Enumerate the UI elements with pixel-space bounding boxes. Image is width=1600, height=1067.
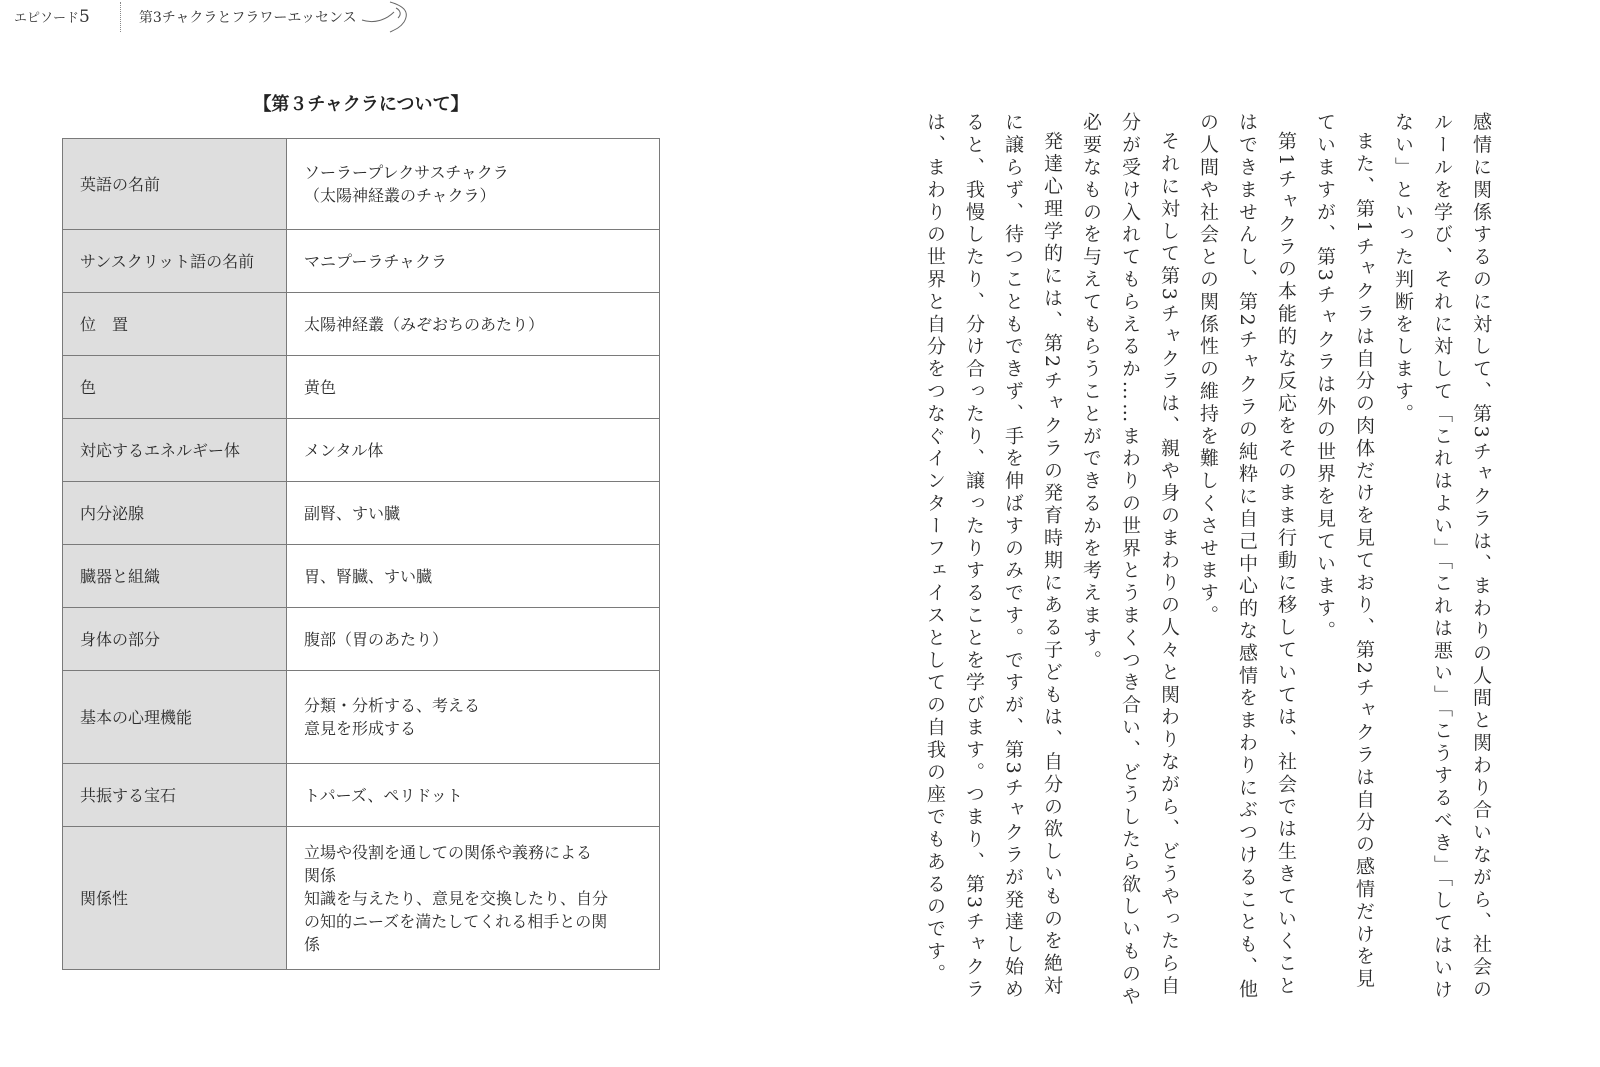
row-label: 臓器と組織 <box>63 545 287 608</box>
table-row <box>63 827 660 970</box>
row-value <box>287 139 660 230</box>
row-label: 共振する宝石 <box>63 764 287 827</box>
row-value-line: 黄色 <box>304 377 337 397</box>
chakra-info-table <box>62 138 660 970</box>
row-value-line: トパーズ、ペリドット <box>304 785 463 805</box>
row-value-line: 分類・分析する、考える <box>304 696 481 715</box>
table-row <box>63 356 660 419</box>
table-row <box>63 293 660 356</box>
row-value <box>287 230 660 293</box>
row-value-line: 立場や役割を通しての関係や義務による <box>304 842 593 862</box>
row-value-line: ソーラープレクサスチャクラ <box>304 163 509 182</box>
body-paragraph: 発達心理学的には、第2チャクラの発育時期にある子どもは、自分の欲しいものを絶対に譲らず、待つこともできず、手を伸ばすのみです。ですが、第3チャクラが発達し始めると、我慢したり、分け合ったり、譲ったりすることを学びます。つまり、第3チャクラは、まわりの世界と自分をつなぐインターフェイスとしての自我の座でもあるのです。 <box>924 112 1063 1002</box>
episode-prefix: エピソード <box>14 11 80 26</box>
body-paragraph: それに対して第3チャクラは、親や身のまわりの人々と関わりながら、どうやったら自分が受け入れてもらえるか……まわりの世界とうまくつき合い、どうしたら欲しいものや必要なものを与えてもらうことができるかを考えます。 <box>1080 112 1180 1008</box>
row-label: 身体の部分 <box>63 608 287 671</box>
table-row <box>63 608 660 671</box>
row-label: 位 置 <box>63 293 287 356</box>
row-value-line: メンタル体 <box>304 440 384 460</box>
row-value-line: マニプーラチャクラ <box>304 251 448 271</box>
body-paragraph: また、第1チャクラは自分の肉体だけを見ており、第2チャクラは自分の感情だけを見ていますが、第3チャクラは外の世界を見ています。 <box>1314 112 1375 991</box>
row-value-line: 太陽神経叢（みぞおちのあたり） <box>304 314 545 334</box>
chapter-title: 第3チャクラとフラワーエッセンス <box>138 10 357 26</box>
row-value <box>287 356 660 419</box>
floral-ornament-icon <box>360 0 420 34</box>
row-value-line: 副腎、すい臓 <box>304 503 401 523</box>
row-label: 対応するエネルギー体 <box>63 419 287 482</box>
body-paragraph: 第1チャクラの本能的な反応をそのまま行動に移していては、社会では生きていくことはできませんし、第2チャクラの純粋に自己中心的な感情をまわりにぶつけることも、他の人間や社会との関係性の維持を難しくさせます。 <box>1197 112 1297 1002</box>
row-value <box>287 608 660 671</box>
running-head <box>14 0 357 34</box>
table-row <box>63 482 660 545</box>
row-label: 関係性 <box>63 827 287 970</box>
table-row <box>63 545 660 608</box>
row-value-line: 知識を与えたり、意見を交換したり、自分 <box>304 888 609 908</box>
row-value-line: 関係 <box>304 865 337 885</box>
row-value-line: の知的ニーズを満たしてくれる相手との関 <box>304 911 608 931</box>
body-text <box>885 112 1500 1012</box>
row-value-line: 腹部（胃のあたり） <box>304 629 449 649</box>
body-paragraph: 感情に関係するのに対して、第3チャクラは、まわりの人間と関わり合いながら、社会のルールを学び、それに対して「これはよい」「これは悪い」「こうするべき」「してはいけない」といった判断をします。 <box>1392 112 1492 1002</box>
header-divider <box>120 2 121 32</box>
row-label: 色 <box>63 356 287 419</box>
row-value-line: 係 <box>304 934 321 954</box>
row-value <box>287 764 660 827</box>
row-value <box>287 293 660 356</box>
table-row <box>63 764 660 827</box>
row-value <box>287 482 660 545</box>
row-value <box>287 827 660 970</box>
episode-number: 5 <box>79 7 90 27</box>
episode-label <box>14 7 120 27</box>
row-label: 基本の心理機能 <box>63 671 287 764</box>
table-title: 【第３チャクラについて】 <box>253 94 469 115</box>
row-value <box>287 671 660 764</box>
table-row <box>63 139 660 230</box>
row-value <box>287 419 660 482</box>
row-label: 内分泌腺 <box>63 482 287 545</box>
row-value-line: 胃、腎臓、すい臓 <box>304 566 433 586</box>
row-label: 英語の名前 <box>63 139 287 230</box>
row-value-line: 意見を形成する <box>304 719 417 738</box>
table-row <box>63 419 660 482</box>
table-row <box>63 671 660 764</box>
row-value-line: （太陽神経叢のチャクラ） <box>304 186 496 205</box>
row-value <box>287 545 660 608</box>
row-label: サンスクリット語の名前 <box>63 230 287 293</box>
table-row <box>63 230 660 293</box>
